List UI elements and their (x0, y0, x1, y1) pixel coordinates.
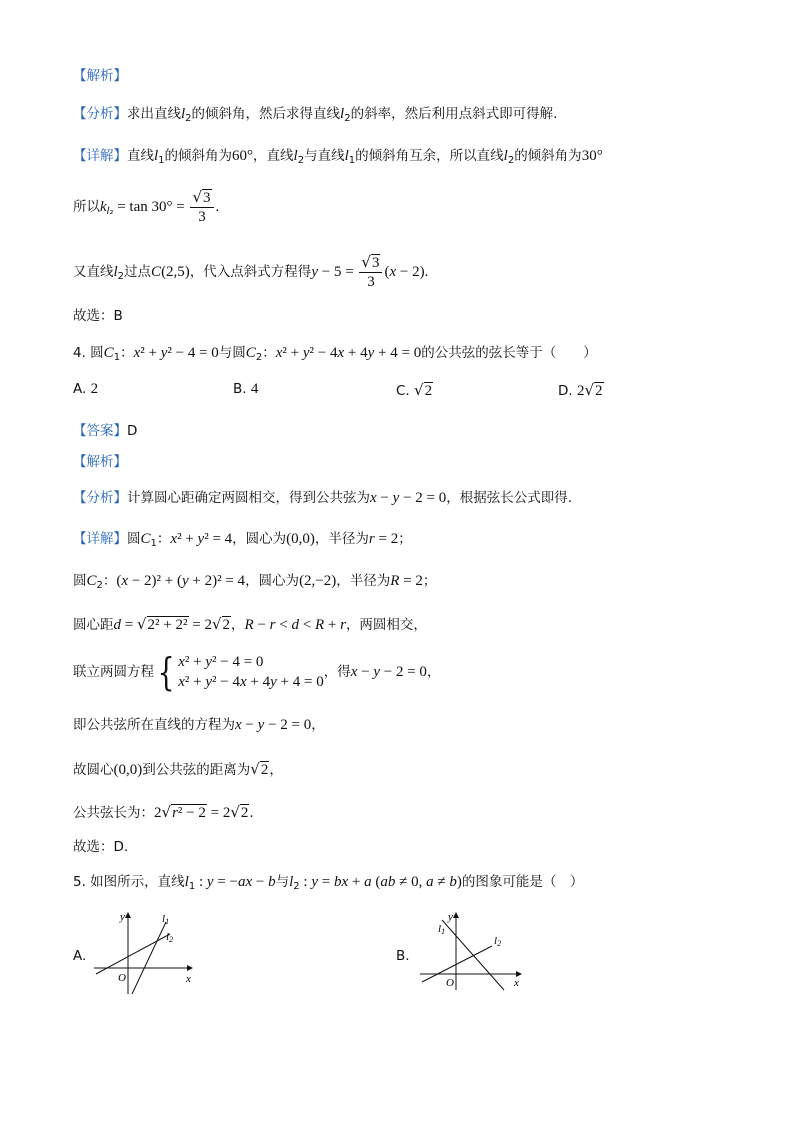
q3-answer: 故选：B (73, 308, 123, 324)
q4-detail-2: 圆$C_2$：(x − 2)² + (y + 2)² = 4，圆心为(2,−2)，半径为R = 2； (73, 573, 437, 591)
q5-figure-b (418, 908, 528, 993)
svg-text:l1: l1 (162, 913, 170, 926)
fenxi-tag: 【分析】 (73, 106, 127, 122)
q5-option-a-label: A. (73, 948, 87, 964)
system-eq2: x² + y² − 4x + 4y + 4 = 0 (178, 674, 324, 690)
q4-option-d: D. 2√2 (558, 381, 603, 399)
q3-detail-text: 直线$l_1$的倾斜角为60°，直线$l_2$与直线$l_1$的倾斜角互余，所以直线$l_2$的倾斜角为30° (127, 148, 603, 166)
q3-eq-line: 又直线$l_2$过点C(2,5)，代入点斜式方程得y − 5 = $\frac{√3}{3}$ (x − 2). (73, 253, 429, 290)
svg-text:O: O (446, 977, 454, 989)
fig-a-x-label: x (186, 973, 191, 985)
q5-option-b-label: B. (396, 948, 410, 964)
q4-option-a: A. 2 (73, 381, 99, 397)
detail-tag: 【详解】 (73, 148, 127, 164)
q3-detail (73, 146, 603, 171)
q4-length-line: 公共弦长为：2√r² − 2 = 2√2. (73, 803, 254, 821)
k-fraction: $\frac{√3}{3}$ (190, 188, 213, 226)
q4-answer-line: 【答案】D (73, 423, 138, 439)
q4-dist-line: 故圆心(0,0)到公共弦的距离为√2， (73, 760, 283, 778)
svg-text:l1: l1 (438, 923, 446, 936)
analysis-tag: 【解析】 (73, 68, 127, 84)
q4-fenxi: 【分析】计算圆心距确定两圆相交，得到公共弦为x − y − 2 = 0，根据弦长公式即得. (73, 490, 573, 506)
q3-fenxi-text: 求出直线$l_2$的倾斜角，然后求得直线$l_2$的斜率，然后利用点斜式即可得解. (127, 106, 558, 124)
q5-figure-a (92, 910, 197, 998)
q4-analysis-tag: 【解析】 (73, 454, 127, 470)
q4-answer-value: D (127, 423, 138, 439)
q4-chord-line: 即公共弦所在直线的方程为x − y − 2 = 0， (73, 717, 325, 733)
fig-a-origin-label: O (118, 972, 126, 984)
svg-text:y: y (448, 911, 453, 923)
q4-option-c: C. √2 (396, 381, 433, 399)
system-eq1: x² + y² − 4 = 0 (178, 654, 264, 670)
svg-text:l2: l2 (166, 931, 174, 944)
q4-detail-1: 【详解】圆$C_1$：x² + y² = 4，圆心为(0,0)，半径为r = 2； (73, 531, 412, 549)
q3-k-line: 所以$k_{l_2} = \tan 30^\circ$ = $\frac{√3}{3}$ . (73, 188, 220, 225)
q5-stem: 5. 如图所示，直线$l_1$ : y = −ax − b与$l_2$ : y = bx + a (ab ≠ 0, a ≠ b)的图象可能是（ ） (73, 874, 584, 892)
svg-text:l2: l2 (494, 935, 502, 948)
q4-stem: 4. 圆$C_1$：x² + y² − 4 = 0与圆$C_2$：x² + y² − 4x + 4y + 4 = 0的公共弦的弦长等于（ ） (73, 345, 597, 363)
q4-detail-3: 圆心距d = √2² + 2² = 2√2，R − r < d < R + r，两圆相交， (73, 615, 427, 633)
q4-answer: 故选：D. (73, 839, 129, 855)
svg-text:x: x (514, 977, 519, 989)
fig-a-y-label: y (120, 911, 125, 923)
q4-option-b: B. 4 (233, 381, 259, 397)
q4-system: 联立两圆方程 { x² + y² − 4 = 0 x² + y² − 4x + 4y + 4 = 0 ，得x − y − 2 = 0， (73, 650, 441, 694)
q3-fenxi (73, 104, 557, 129)
